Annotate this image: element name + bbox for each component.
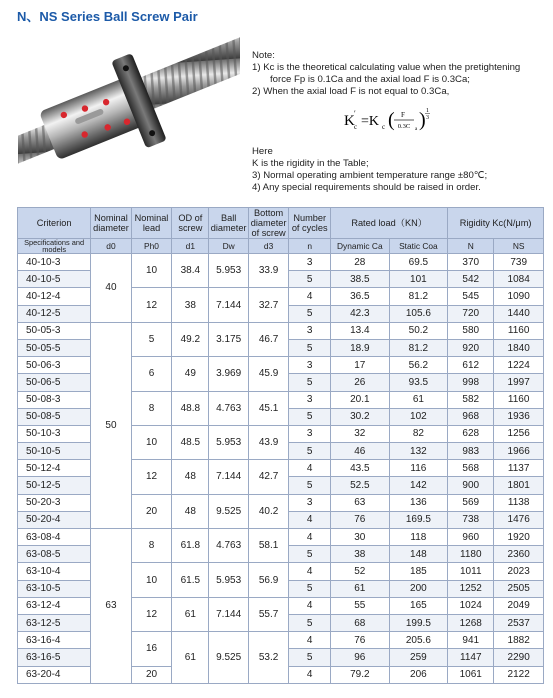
dynamic-load-cell: 38.5 <box>331 271 390 288</box>
model-cell: 63-12-4 <box>18 597 91 614</box>
svg-text:): ) <box>419 109 426 131</box>
rigidity-ns-cell: 1160 <box>494 322 544 339</box>
model-cell: 50-05-5 <box>18 339 91 356</box>
svg-text:a: a <box>415 127 418 132</box>
header-dynamic: Dynamic Ca <box>331 239 390 254</box>
model-cell: 40-12-5 <box>18 305 91 322</box>
bottom-diameter-cell: 42.7 <box>248 460 289 494</box>
header-rated-load: Rated load（KN） <box>331 208 448 239</box>
rigidity-n-cell: 900 <box>448 477 494 494</box>
static-load-cell: 56.2 <box>389 357 448 374</box>
model-cell: 40-12-4 <box>18 288 91 305</box>
dynamic-load-cell: 36.5 <box>331 288 390 305</box>
static-load-cell: 102 <box>389 408 448 425</box>
rigidity-n-cell: 582 <box>448 391 494 408</box>
ball-diameter-cell: 5.953 <box>209 254 248 288</box>
od-of-screw-cell: 61 <box>172 597 209 631</box>
note-line-2: 2) When the axial load F is not equal to 0.3Ca, <box>252 86 450 97</box>
model-cell: 50-06-3 <box>18 357 91 374</box>
od-of-screw-cell: 48.5 <box>172 425 209 459</box>
model-cell: 63-10-4 <box>18 563 91 580</box>
ball-diameter-cell: 3.969 <box>209 357 248 391</box>
nominal-lead-cell: 8 <box>131 391 172 425</box>
table-row <box>18 529 544 546</box>
nominal-lead-cell: 10 <box>131 425 172 459</box>
rigidity-ns-cell: 1801 <box>494 477 544 494</box>
static-load-cell: 101 <box>389 271 448 288</box>
model-cell: 63-10-5 <box>18 580 91 597</box>
dynamic-load-cell: 52.5 <box>331 477 390 494</box>
cycles-cell: 4 <box>289 632 331 649</box>
ball-diameter-cell: 5.953 <box>209 563 248 597</box>
rigidity-n-cell: 1024 <box>448 597 494 614</box>
rigidity-n-cell: 545 <box>448 288 494 305</box>
od-of-screw-cell: 48 <box>172 460 209 494</box>
dynamic-load-cell: 68 <box>331 614 390 631</box>
header-n: n <box>289 239 331 254</box>
nominal-lead-cell: 20 <box>131 494 172 528</box>
header-n-col: N <box>448 239 494 254</box>
cycles-cell: 4 <box>289 666 331 683</box>
model-cell: 50-10-3 <box>18 425 91 442</box>
ball-diameter-cell: 4.763 <box>209 391 248 425</box>
rigidity-n-cell: 580 <box>448 322 494 339</box>
cycles-cell: 3 <box>289 357 331 374</box>
od-of-screw-cell: 38 <box>172 288 209 322</box>
rigidity-n-cell: 960 <box>448 529 494 546</box>
bottom-diameter-cell: 45.1 <box>248 391 289 425</box>
od-of-screw-cell: 48 <box>172 494 209 528</box>
rigidity-ns-cell: 2049 <box>494 597 544 614</box>
bottom-diameter-cell: 32.7 <box>248 288 289 322</box>
nominal-diameter-cell: 40 <box>91 254 132 323</box>
svg-text:(: ( <box>388 109 395 131</box>
bottom-diameter-cell: 56.9 <box>248 563 289 597</box>
rigidity-ns-cell: 1440 <box>494 305 544 322</box>
nominal-lead-cell: 10 <box>131 563 172 597</box>
nominal-diameter-cell: 50 <box>91 322 132 528</box>
bottom-diameter-cell: 45.9 <box>248 357 289 391</box>
cycles-cell: 3 <box>289 425 331 442</box>
rigidity-n-cell: 1180 <box>448 546 494 563</box>
rigidity-ns-cell: 1840 <box>494 339 544 356</box>
svg-text:′: ′ <box>354 109 356 118</box>
dynamic-load-cell: 76 <box>331 632 390 649</box>
dynamic-load-cell: 30 <box>331 529 390 546</box>
dynamic-load-cell: 63 <box>331 494 390 511</box>
page-title: N、NS Series Ball Screw Pair <box>17 9 198 24</box>
static-load-cell: 259 <box>389 649 448 666</box>
header-d0: d0 <box>91 239 132 254</box>
rigidity-ns-cell: 1476 <box>494 511 544 528</box>
rigidity-ns-cell: 1224 <box>494 357 544 374</box>
table-row <box>18 254 544 271</box>
cycles-cell: 5 <box>289 443 331 460</box>
model-cell: 50-10-5 <box>18 443 91 460</box>
rigidity-ns-cell: 2290 <box>494 649 544 666</box>
static-load-cell: 93.5 <box>389 374 448 391</box>
dynamic-load-cell: 18.9 <box>331 339 390 356</box>
rigidity-ns-cell: 2360 <box>494 546 544 563</box>
dynamic-load-cell: 13.4 <box>331 322 390 339</box>
bottom-diameter-cell: 33.9 <box>248 254 289 288</box>
model-cell: 50-08-3 <box>18 391 91 408</box>
od-of-screw-cell: 48.8 <box>172 391 209 425</box>
static-load-cell: 82 <box>389 425 448 442</box>
table-header-row <box>18 208 544 239</box>
rigidity-ns-cell: 1137 <box>494 460 544 477</box>
ball-diameter-cell: 7.144 <box>209 288 248 322</box>
note-line-5: 4) Any special requirements should be raised in order. <box>252 182 481 193</box>
bottom-diameter-cell: 53.2 <box>248 632 289 684</box>
model-cell: 63-12-5 <box>18 614 91 631</box>
cycles-cell: 4 <box>289 460 331 477</box>
cycles-cell: 3 <box>289 391 331 408</box>
static-load-cell: 61 <box>389 391 448 408</box>
rigidity-n-cell: 370 <box>448 254 494 271</box>
dynamic-load-cell: 30.2 <box>331 408 390 425</box>
bottom-diameter-cell: 58.1 <box>248 529 289 563</box>
rigidity-ns-cell: 2505 <box>494 580 544 597</box>
cycles-cell: 5 <box>289 374 331 391</box>
cycles-cell: 4 <box>289 563 331 580</box>
cycles-cell: 4 <box>289 511 331 528</box>
static-load-cell: 165 <box>389 597 448 614</box>
model-cell: 50-08-5 <box>18 408 91 425</box>
rigidity-ns-cell: 1997 <box>494 374 544 391</box>
rigidity-ns-cell: 739 <box>494 254 544 271</box>
cycles-cell: 5 <box>289 477 331 494</box>
nominal-lead-cell: 10 <box>131 254 172 288</box>
model-cell: 63-20-4 <box>18 666 91 683</box>
dynamic-load-cell: 38 <box>331 546 390 563</box>
bottom-diameter-cell: 40.2 <box>248 494 289 528</box>
rigidity-n-cell: 1011 <box>448 563 494 580</box>
header-number-of-cycles: Number of cycles <box>289 208 331 239</box>
dynamic-load-cell: 32 <box>331 425 390 442</box>
rigidity-ns-cell: 2122 <box>494 666 544 683</box>
header-ns-col: NS <box>494 239 544 254</box>
rigidity-ns-cell: 1882 <box>494 632 544 649</box>
svg-text:3: 3 <box>426 115 429 121</box>
cycles-cell: 3 <box>289 494 331 511</box>
static-load-cell: 199.5 <box>389 614 448 631</box>
table-subheader-row <box>18 239 544 254</box>
model-cell: 50-20-4 <box>18 511 91 528</box>
nominal-lead-cell: 8 <box>131 529 172 563</box>
cycles-cell: 3 <box>289 322 331 339</box>
static-load-cell: 116 <box>389 460 448 477</box>
ball-screw-photo <box>18 28 240 188</box>
header-bottom-diameter: Bottom diameter of screw <box>248 208 289 239</box>
rigidity-n-cell: 720 <box>448 305 494 322</box>
dynamic-load-cell: 52 <box>331 563 390 580</box>
od-of-screw-cell: 49.2 <box>172 322 209 356</box>
rigidity-ns-cell: 1084 <box>494 271 544 288</box>
nominal-lead-cell: 16 <box>131 632 172 666</box>
model-cell: 50-05-3 <box>18 322 91 339</box>
header-static: Static Coa <box>389 239 448 254</box>
rigidity-ns-cell: 1256 <box>494 425 544 442</box>
dynamic-load-cell: 42.3 <box>331 305 390 322</box>
rigidity-ns-cell: 2537 <box>494 614 544 631</box>
rigidity-ns-cell: 2023 <box>494 563 544 580</box>
note-line-3: K is the rigidity in the Table; <box>252 158 369 169</box>
ball-diameter-cell: 7.144 <box>209 460 248 494</box>
static-load-cell: 142 <box>389 477 448 494</box>
cycles-cell: 5 <box>289 649 331 666</box>
header-d1: d1 <box>172 239 209 254</box>
ball-diameter-cell: 4.763 <box>209 529 248 563</box>
dynamic-load-cell: 43.5 <box>331 460 390 477</box>
specification-table <box>17 207 544 684</box>
header-od-of-screw: OD of screw <box>172 208 209 239</box>
ball-diameter-cell: 7.144 <box>209 597 248 631</box>
cycles-cell: 5 <box>289 580 331 597</box>
rigidity-n-cell: 968 <box>448 408 494 425</box>
rigidity-n-cell: 628 <box>448 425 494 442</box>
svg-text:0.3C: 0.3C <box>397 123 411 130</box>
rigidity-n-cell: 1252 <box>448 580 494 597</box>
od-of-screw-cell: 61.8 <box>172 529 209 563</box>
rigidity-n-cell: 920 <box>448 339 494 356</box>
svg-text:c: c <box>382 123 386 131</box>
note-line-1a: 1) Kc is the theoretical calculating value when the pretightening <box>252 62 521 73</box>
dynamic-load-cell: 20.1 <box>331 391 390 408</box>
cycles-cell: 4 <box>289 288 331 305</box>
cycles-cell: 3 <box>289 254 331 271</box>
header-ph0: Ph0 <box>131 239 172 254</box>
cycles-cell: 4 <box>289 529 331 546</box>
notes-block <box>252 50 547 194</box>
rigidity-ns-cell: 1920 <box>494 529 544 546</box>
static-load-cell: 118 <box>389 529 448 546</box>
ball-diameter-cell: 3.175 <box>209 322 248 356</box>
nominal-lead-cell: 12 <box>131 597 172 631</box>
svg-text:1: 1 <box>426 108 429 114</box>
rigidity-n-cell: 1268 <box>448 614 494 631</box>
rigidity-n-cell: 542 <box>448 271 494 288</box>
nominal-lead-cell: 20 <box>131 666 172 683</box>
dynamic-load-cell: 79.2 <box>331 666 390 683</box>
rigidity-ns-cell: 1090 <box>494 288 544 305</box>
model-cell: 50-06-5 <box>18 374 91 391</box>
dynamic-load-cell: 46 <box>331 443 390 460</box>
header-nominal-diameter: Nominal diameter <box>91 208 132 239</box>
rigidity-n-cell: 998 <box>448 374 494 391</box>
static-load-cell: 81.2 <box>389 288 448 305</box>
note-line-4: 3) Normal operating ambient temperature range ±80℃; <box>252 170 488 181</box>
model-cell: 50-20-3 <box>18 494 91 511</box>
ball-diameter-cell: 9.525 <box>209 494 248 528</box>
static-load-cell: 169.5 <box>389 511 448 528</box>
static-load-cell: 105.6 <box>389 305 448 322</box>
cycles-cell: 5 <box>289 546 331 563</box>
nominal-diameter-cell: 63 <box>91 529 132 684</box>
rigidity-n-cell: 568 <box>448 460 494 477</box>
header-nominal-lead: Nominal lead <box>131 208 172 239</box>
ball-diameter-cell: 5.953 <box>209 425 248 459</box>
rigidity-n-cell: 983 <box>448 443 494 460</box>
od-of-screw-cell: 61 <box>172 632 209 684</box>
header-d3: d3 <box>248 239 289 254</box>
rigidity-ns-cell: 1966 <box>494 443 544 460</box>
nominal-lead-cell: 12 <box>131 288 172 322</box>
notes-heading: Note: <box>252 50 275 61</box>
rigidity-n-cell: 612 <box>448 357 494 374</box>
header-rigidity: Rigidity Kc(N/μm) <box>448 208 544 239</box>
nominal-lead-cell: 5 <box>131 322 172 356</box>
nominal-lead-cell: 12 <box>131 460 172 494</box>
note-here: Here <box>252 146 273 157</box>
note-line-1b: force Fp is 0.1Ca and the axial load F is 0.3Ca; <box>270 74 470 85</box>
bottom-diameter-cell: 46.7 <box>248 322 289 356</box>
model-cell: 40-10-3 <box>18 254 91 271</box>
rigidity-n-cell: 1147 <box>448 649 494 666</box>
dynamic-load-cell: 55 <box>331 597 390 614</box>
table-row <box>18 322 544 339</box>
model-cell: 63-16-5 <box>18 649 91 666</box>
rigidity-n-cell: 1061 <box>448 666 494 683</box>
rigidity-n-cell: 569 <box>448 494 494 511</box>
model-cell: 40-10-5 <box>18 271 91 288</box>
static-load-cell: 185 <box>389 563 448 580</box>
rigidity-n-cell: 738 <box>448 511 494 528</box>
bottom-diameter-cell: 55.7 <box>248 597 289 631</box>
nominal-lead-cell: 6 <box>131 357 172 391</box>
rigidity-ns-cell: 1138 <box>494 494 544 511</box>
header-spec-models: Specifications and models <box>18 239 91 254</box>
cycles-cell: 5 <box>289 614 331 631</box>
dynamic-load-cell: 96 <box>331 649 390 666</box>
dynamic-load-cell: 61 <box>331 580 390 597</box>
header-ball-diameter: Ball diameter <box>209 208 248 239</box>
header-dw: Dw <box>209 239 248 254</box>
static-load-cell: 81.2 <box>389 339 448 356</box>
rigidity-ns-cell: 1936 <box>494 408 544 425</box>
ball-diameter-cell: 9.525 <box>209 632 248 684</box>
dynamic-load-cell: 28 <box>331 254 390 271</box>
od-of-screw-cell: 61.5 <box>172 563 209 597</box>
svg-text:c: c <box>354 123 358 131</box>
bottom-diameter-cell: 43.9 <box>248 425 289 459</box>
static-load-cell: 136 <box>389 494 448 511</box>
svg-text:F: F <box>401 111 405 119</box>
static-load-cell: 69.5 <box>389 254 448 271</box>
header-criterion: Criterion <box>18 208 91 239</box>
cycles-cell: 5 <box>289 408 331 425</box>
static-load-cell: 50.2 <box>389 322 448 339</box>
svg-text:=K: =K <box>361 114 380 129</box>
cycles-cell: 5 <box>289 271 331 288</box>
specification-table-body <box>18 208 544 684</box>
od-of-screw-cell: 49 <box>172 357 209 391</box>
rigidity-ns-cell: 1160 <box>494 391 544 408</box>
static-load-cell: 132 <box>389 443 448 460</box>
model-cell: 50-12-4 <box>18 460 91 477</box>
static-load-cell: 200 <box>389 580 448 597</box>
static-load-cell: 148 <box>389 546 448 563</box>
model-cell: 50-12-5 <box>18 477 91 494</box>
cycles-cell: 4 <box>289 597 331 614</box>
rigidity-n-cell: 941 <box>448 632 494 649</box>
model-cell: 63-08-5 <box>18 546 91 563</box>
cycles-cell: 5 <box>289 305 331 322</box>
cycles-cell: 5 <box>289 339 331 356</box>
dynamic-load-cell: 17 <box>331 357 390 374</box>
dynamic-load-cell: 26 <box>331 374 390 391</box>
model-cell: 63-08-4 <box>18 529 91 546</box>
static-load-cell: 206 <box>389 666 448 683</box>
model-cell: 63-16-4 <box>18 632 91 649</box>
od-of-screw-cell: 38.4 <box>172 254 209 288</box>
static-load-cell: 205.6 <box>389 632 448 649</box>
svg-text:K: K <box>344 113 355 129</box>
rigidity-formula <box>344 104 464 134</box>
dynamic-load-cell: 76 <box>331 511 390 528</box>
